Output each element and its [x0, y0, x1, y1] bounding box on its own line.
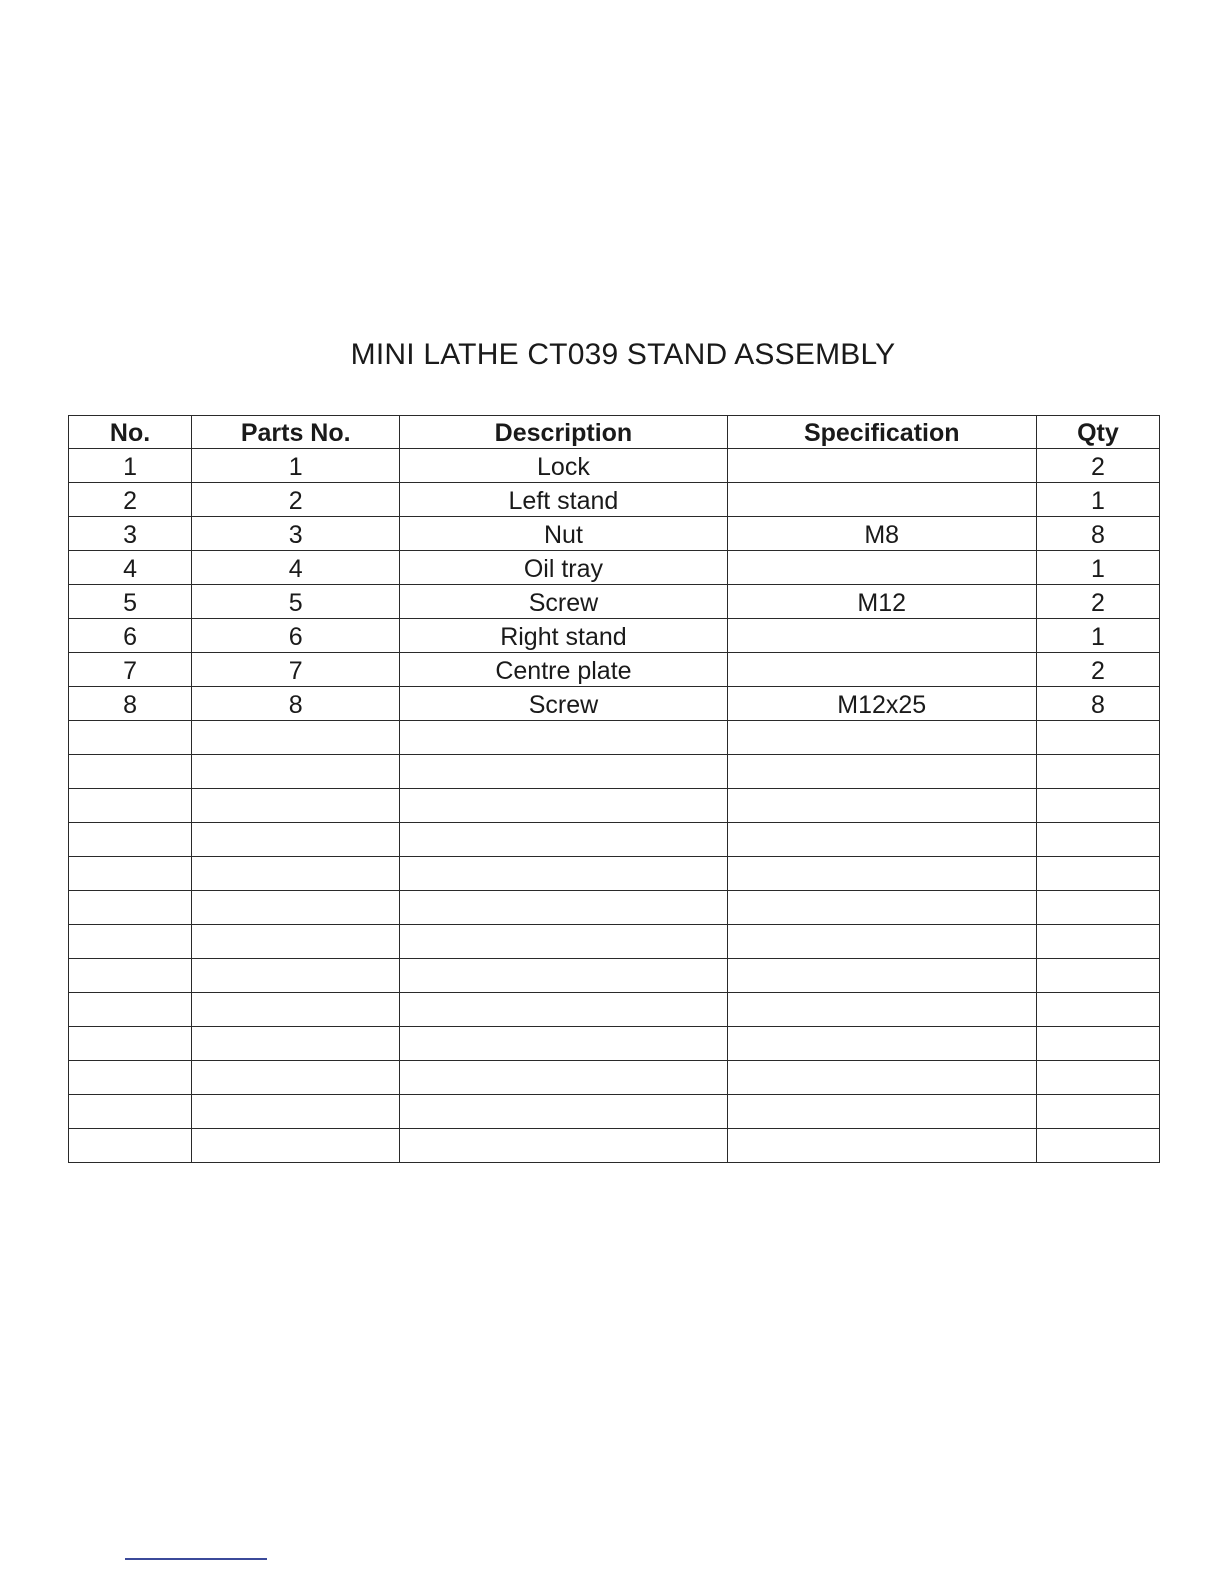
table-row — [69, 619, 1160, 653]
cell-description — [400, 1129, 727, 1163]
cell-specification — [727, 551, 1036, 585]
cell-no: 6 — [69, 619, 192, 653]
cell-specification — [727, 891, 1036, 925]
page-title: MINI LATHE CT039 STAND ASSEMBLY — [350, 338, 896, 371]
cell-no — [69, 755, 192, 789]
cell-specification — [727, 959, 1036, 993]
cell-description: Nut — [400, 517, 727, 551]
cell-specification — [727, 993, 1036, 1027]
cell-qty — [1036, 789, 1159, 823]
cell-parts-no: 2 — [192, 483, 400, 517]
cell-no — [69, 721, 192, 755]
table-row — [69, 1095, 1160, 1129]
cell-parts-no — [192, 823, 400, 857]
cell-description: Left stand — [400, 483, 727, 517]
cell-description — [400, 721, 727, 755]
table-row — [69, 1027, 1160, 1061]
cell-no: 2 — [69, 483, 192, 517]
cell-specification — [727, 1129, 1036, 1163]
cell-parts-no: 8 — [192, 687, 400, 721]
header-description: Description — [400, 416, 727, 449]
cell-qty — [1036, 1095, 1159, 1129]
cell-qty: 8 — [1036, 517, 1159, 551]
cell-no: 5 — [69, 585, 192, 619]
cell-specification: M8 — [727, 517, 1036, 551]
cell-description — [400, 755, 727, 789]
cell-qty — [1036, 891, 1159, 925]
cell-description — [400, 1095, 727, 1129]
cell-qty: 2 — [1036, 653, 1159, 687]
footer-rule — [125, 1558, 267, 1560]
cell-qty — [1036, 925, 1159, 959]
cell-parts-no: 1 — [192, 449, 400, 483]
cell-qty — [1036, 1061, 1159, 1095]
cell-no — [69, 857, 192, 891]
cell-parts-no — [192, 993, 400, 1027]
cell-qty — [1036, 959, 1159, 993]
cell-no: 8 — [69, 687, 192, 721]
table-row — [69, 993, 1160, 1027]
cell-no — [69, 925, 192, 959]
cell-description: Centre plate — [400, 653, 727, 687]
cell-no: 3 — [69, 517, 192, 551]
cell-description: Lock — [400, 449, 727, 483]
cell-specification — [727, 1027, 1036, 1061]
cell-no — [69, 891, 192, 925]
cell-description — [400, 823, 727, 857]
cell-specification — [727, 619, 1036, 653]
cell-specification — [727, 823, 1036, 857]
cell-specification — [727, 653, 1036, 687]
cell-qty — [1036, 823, 1159, 857]
cell-parts-no — [192, 1129, 400, 1163]
table-row — [69, 449, 1160, 483]
cell-description: Screw — [400, 687, 727, 721]
header-no: No. — [69, 416, 192, 449]
cell-parts-no — [192, 925, 400, 959]
cell-parts-no — [192, 755, 400, 789]
cell-specification — [727, 1095, 1036, 1129]
table-row — [69, 789, 1160, 823]
cell-qty — [1036, 1129, 1159, 1163]
cell-description — [400, 959, 727, 993]
table-row — [69, 1061, 1160, 1095]
cell-qty: 8 — [1036, 687, 1159, 721]
table-row — [69, 891, 1160, 925]
cell-description: Oil tray — [400, 551, 727, 585]
cell-no — [69, 823, 192, 857]
cell-specification — [727, 755, 1036, 789]
cell-description: Right stand — [400, 619, 727, 653]
cell-description — [400, 993, 727, 1027]
parts-table — [68, 415, 1160, 1163]
cell-parts-no: 6 — [192, 619, 400, 653]
cell-qty — [1036, 755, 1159, 789]
cell-description — [400, 857, 727, 891]
cell-parts-no — [192, 891, 400, 925]
cell-qty — [1036, 721, 1159, 755]
cell-no — [69, 1061, 192, 1095]
table-row — [69, 1129, 1160, 1163]
cell-specification — [727, 857, 1036, 891]
cell-description — [400, 789, 727, 823]
cell-no — [69, 789, 192, 823]
cell-no: 4 — [69, 551, 192, 585]
cell-description — [400, 891, 727, 925]
cell-parts-no: 5 — [192, 585, 400, 619]
cell-no: 1 — [69, 449, 192, 483]
cell-parts-no — [192, 789, 400, 823]
table-row — [69, 721, 1160, 755]
table-row — [69, 653, 1160, 687]
table-row — [69, 517, 1160, 551]
cell-parts-no — [192, 1027, 400, 1061]
cell-no: 7 — [69, 653, 192, 687]
cell-specification — [727, 449, 1036, 483]
cell-qty: 1 — [1036, 551, 1159, 585]
cell-qty: 2 — [1036, 449, 1159, 483]
cell-specification: M12x25 — [727, 687, 1036, 721]
cell-qty — [1036, 857, 1159, 891]
cell-parts-no — [192, 959, 400, 993]
cell-specification — [727, 721, 1036, 755]
cell-no — [69, 959, 192, 993]
cell-qty — [1036, 1027, 1159, 1061]
cell-parts-no: 4 — [192, 551, 400, 585]
table-row — [69, 959, 1160, 993]
table-row — [69, 687, 1160, 721]
table-row — [69, 925, 1160, 959]
cell-specification — [727, 1061, 1036, 1095]
table-row — [69, 823, 1160, 857]
table-row — [69, 585, 1160, 619]
header-parts-no: Parts No. — [192, 416, 400, 449]
cell-parts-no — [192, 1061, 400, 1095]
cell-specification — [727, 789, 1036, 823]
table-row — [69, 755, 1160, 789]
cell-qty: 1 — [1036, 619, 1159, 653]
table-row — [69, 483, 1160, 517]
cell-no — [69, 1027, 192, 1061]
cell-parts-no — [192, 721, 400, 755]
cell-specification — [727, 925, 1036, 959]
cell-description: Screw — [400, 585, 727, 619]
cell-no — [69, 993, 192, 1027]
header-qty: Qty — [1036, 416, 1159, 449]
table-row — [69, 551, 1160, 585]
cell-specification — [727, 483, 1036, 517]
table-header-row — [69, 416, 1160, 449]
cell-qty: 1 — [1036, 483, 1159, 517]
header-specification: Specification — [727, 416, 1036, 449]
cell-parts-no: 3 — [192, 517, 400, 551]
cell-specification: M12 — [727, 585, 1036, 619]
table-row — [69, 857, 1160, 891]
cell-description — [400, 1027, 727, 1061]
cell-qty — [1036, 993, 1159, 1027]
cell-qty: 2 — [1036, 585, 1159, 619]
cell-parts-no — [192, 857, 400, 891]
cell-no — [69, 1129, 192, 1163]
cell-description — [400, 1061, 727, 1095]
cell-description — [400, 925, 727, 959]
cell-parts-no — [192, 1095, 400, 1129]
cell-no — [69, 1095, 192, 1129]
cell-parts-no: 7 — [192, 653, 400, 687]
